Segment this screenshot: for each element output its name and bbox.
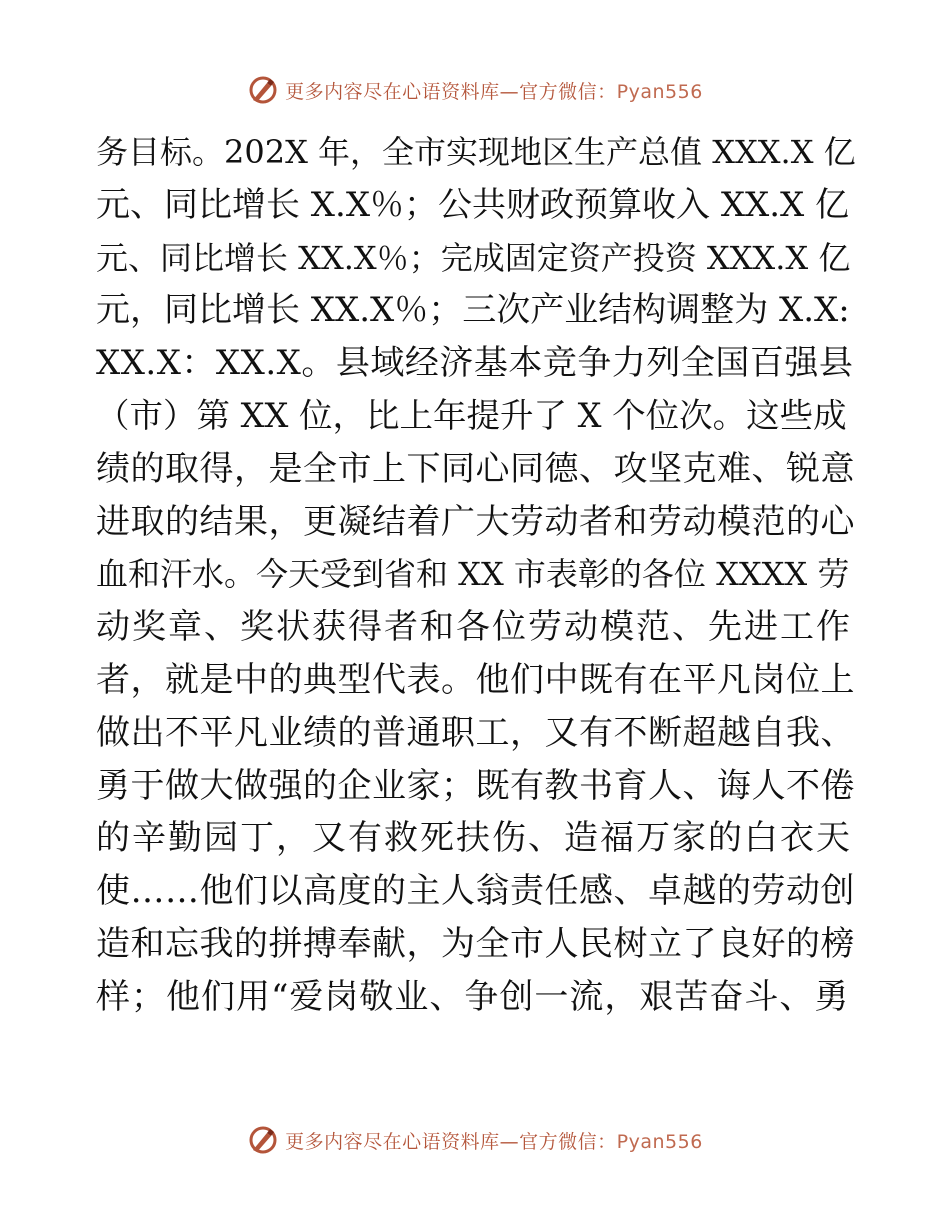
wechat-id: Pyan556 (616, 1130, 703, 1153)
wechat-id: Pyan556 (616, 80, 703, 103)
body-line: 者，就是中的典型代表。他们中既有在平凡岗位上 (96, 659, 855, 700)
header-watermark (0, 72, 950, 108)
body-line: （市）第 XX 位，比上年提升了 X 个位次。这些成 (96, 395, 847, 435)
body-line: 元、同比增长 XX.X％；完成固定资产投资 XXX.X 亿 (96, 238, 851, 277)
body-line: 血和汗水。今天受到省和 XX 市表彰的各位 XXXX 劳 (96, 555, 850, 594)
body-line: 元，同比增长 XX.X％；三次产业结构调整为 X.X: (96, 290, 850, 331)
pen-logo-icon (247, 1124, 279, 1156)
footer-watermark (0, 1122, 950, 1158)
body-line: 勇于做大做强的企业家；既有教书育人、诲人不倦 (96, 765, 855, 806)
body-line: 样；他们用“爱岗敬业、争创一流，艰苦奋斗、勇 (96, 976, 850, 1017)
document-body (96, 126, 856, 1024)
watermark-text: 更多内容尽在心语资料库—官方微信：Pyan556 (285, 1130, 703, 1153)
body-line: 的辛勤园丁，又有救死扶伤、造福万家的白衣天 (96, 818, 852, 859)
body-line: 务目标。202X 年，全市实现地区生产总值 XXX.X 亿 (96, 133, 856, 171)
body-line: 动奖章、奖状获得者和各位劳动模范、先进工作 (96, 607, 852, 648)
watermark-text: 更多内容尽在心语资料库—官方微信：Pyan556 (285, 80, 703, 103)
body-line: 元、同比增长 X.X％；公共财政预算收入 XX.X 亿 (96, 184, 850, 225)
body-line: 绩的取得，是全市上下同心同德、攻坚克难、锐意 (96, 448, 855, 489)
body-line: 使……他们以高度的主人翁责任感、卓越的劳动创 (96, 871, 855, 912)
body-line: 造和忘我的拼搏奉献，为全市人民树立了良好的榜 (96, 923, 855, 964)
pen-logo-icon (247, 74, 279, 106)
body-line: XX.X：XX.X。县域经济基本竞争力列全国百强县 (96, 343, 854, 384)
body-line: 进取的结果，更凝结着广大劳动者和劳动模范的心 (96, 501, 855, 542)
body-line: 做出不平凡业绩的普通职工，又有不断超越自我、 (96, 712, 855, 753)
